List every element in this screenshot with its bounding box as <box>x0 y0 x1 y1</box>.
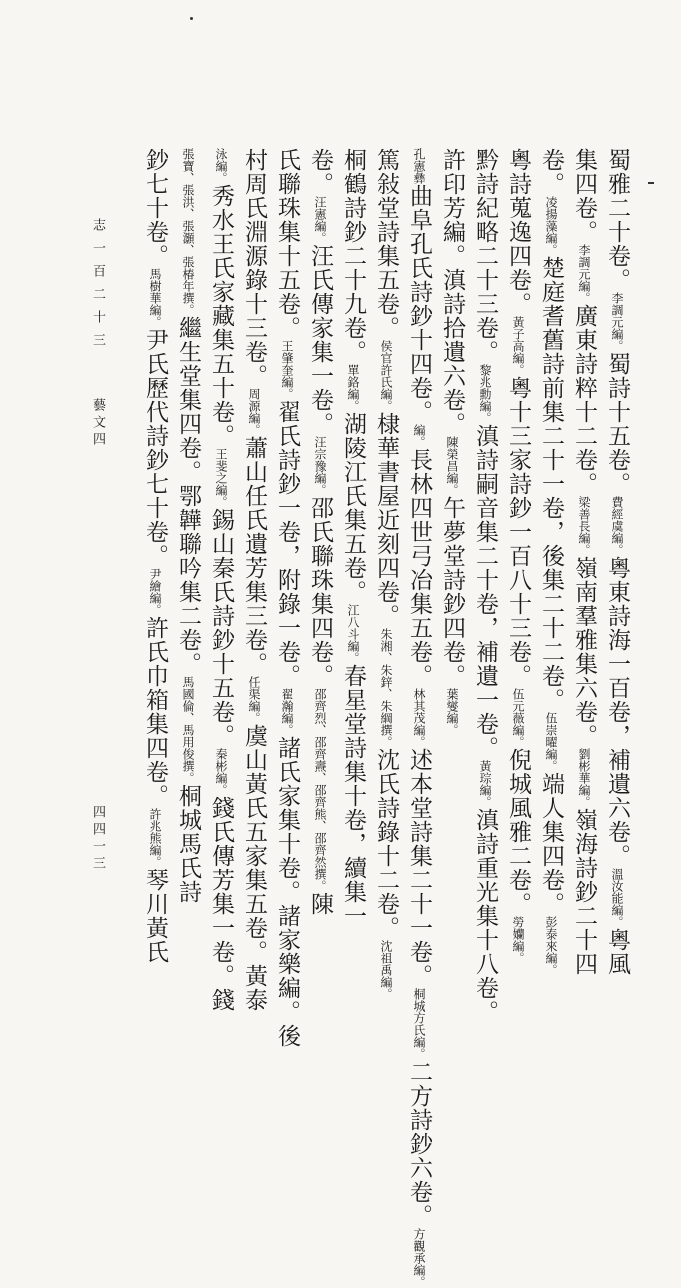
author-note: 單鉻編。 <box>346 364 360 412</box>
text-run: 棣華書屋近刻四卷。 <box>373 412 399 628</box>
author-note: 沈祖禹編。 <box>379 940 393 1000</box>
text-column-7 <box>402 148 436 1288</box>
text-run: 鄂韡聯吟集二卷。 <box>175 484 201 676</box>
author-note: 彭泰來編。 <box>544 916 558 976</box>
running-head: 志一百二十三 <box>90 218 105 356</box>
author-note: 黃子高編。 <box>511 316 525 376</box>
text-column-10 <box>303 148 337 916</box>
text-column-13 <box>204 148 238 1012</box>
text-column-12 <box>237 148 271 1012</box>
author-note: 江八斗編。 <box>346 604 360 664</box>
author-note: 侯官許氏編。 <box>379 340 393 412</box>
author-note: 勞孏編。 <box>511 916 525 964</box>
author-note: 李調元編。 <box>610 292 624 352</box>
text-run: 粵東詩海一百卷，補遺六卷。 <box>604 556 630 868</box>
text-run: 鈔七十卷。 <box>142 148 168 268</box>
author-note: 朱湘、朱鋅、朱綱撰。 <box>379 628 393 748</box>
text-run: 卷。 <box>538 148 564 196</box>
text-column-3 <box>534 148 568 976</box>
text-column-6 <box>435 148 469 736</box>
text-run: 廣東詩粹十二卷。 <box>571 304 597 496</box>
author-note: 伍元薇編。 <box>511 688 525 748</box>
author-note: 周源編。 <box>247 388 261 436</box>
text-run: 諸氏家集十卷。諸家樂編。後 <box>274 736 300 1048</box>
text-column-15 <box>138 148 172 964</box>
author-note: 林其茂編。 <box>412 688 426 748</box>
author-note: 許兆熊編。 <box>148 808 162 868</box>
text-run: 錢 <box>208 988 234 1012</box>
text-run: 琴川黃氏 <box>142 868 168 964</box>
text-run: 滇詩嗣音集二十卷，補遺一卷。 <box>472 424 498 760</box>
text-run: 集四卷。 <box>571 148 597 244</box>
author-note: 王肇奎編。 <box>280 340 294 400</box>
text-run: 許印芳編。 <box>439 148 465 268</box>
text-column-2 <box>567 148 601 976</box>
text-column-8 <box>369 148 403 1000</box>
text-run: 午夢堂詩鈔四卷。 <box>439 496 465 688</box>
text-run: 翟氏詩鈔一卷，附錄一卷。 <box>274 400 300 688</box>
author-note: 陳榮昌編。 <box>445 436 459 496</box>
author-note: 邵齊烈、邵齊燾、邵齊熊、邵齊然撰。 <box>313 688 327 892</box>
text-column-4 <box>501 148 535 964</box>
text-run: 二方詩鈔六卷。 <box>406 1060 432 1228</box>
text-run: 粵十三家詩鈔一百八十三卷。 <box>505 376 531 688</box>
section-name: 藝文四 <box>90 398 105 449</box>
text-run: 桐城馬氏詩 <box>175 784 201 904</box>
text-run: 蜀詩十五卷。 <box>604 352 630 496</box>
text-run: 滇詩拾遺六卷。 <box>439 268 465 436</box>
text-run: 陳 <box>307 892 333 916</box>
text-run: 述本堂詩集二十一卷。 <box>406 748 432 988</box>
text-run: 篤敍堂詩集五卷。 <box>373 148 399 340</box>
author-note: 梁善長編。 <box>577 496 591 556</box>
author-note: 秦彬編。 <box>214 748 228 796</box>
author-note: 桐城方氏編。 <box>412 988 426 1060</box>
text-run: 許氏巾箱集四卷。 <box>142 616 168 808</box>
text-column-5 <box>468 148 502 1024</box>
page-number: 四四一三 <box>90 805 105 873</box>
text-run: 粵風 <box>604 928 630 976</box>
text-run: 滇詩重光集十八卷。 <box>472 808 498 1024</box>
author-note: 孔憲彝 <box>412 148 426 184</box>
text-run: 秀水王氏家藏集五十卷。 <box>208 184 234 448</box>
text-run: 粵詩蒐逸四卷。 <box>505 148 531 316</box>
author-note: 葉燮編。 <box>445 688 459 736</box>
text-run: 嶺南羣雅集六卷。 <box>571 556 597 748</box>
text-run: 村周氏淵源錄十三卷。 <box>241 148 267 388</box>
text-run: 虞山黃氏五家集五卷。黃泰 <box>241 724 267 1012</box>
text-column-11 <box>270 148 304 1048</box>
author-note: 劉彬華編。 <box>577 748 591 808</box>
text-run: 錢氏傳芳集一卷。 <box>208 796 234 988</box>
author-note: 尹繪編。 <box>148 568 162 616</box>
author-note: 汪宗豫編。 <box>313 436 327 496</box>
text-run: 黔詩紀略二十三卷。 <box>472 148 498 364</box>
author-note: 黎兆勳編。 <box>478 364 492 424</box>
author-note: 伍崇曜編。 <box>544 712 558 772</box>
text-run: 倪城風雅二卷。 <box>505 748 531 916</box>
author-note: 凌揚藻編。 <box>544 196 558 256</box>
text-run: 繼生堂集四卷。 <box>175 316 201 484</box>
text-run: 邵氏聯珠集四卷。 <box>307 496 333 688</box>
text-run: 蕭山任氏遺芳集三卷。 <box>241 436 267 676</box>
author-note: 馬樹華編。 <box>148 268 162 328</box>
text-run: 沈氏詩錄十二卷。 <box>373 748 399 940</box>
ink-speck <box>190 17 193 20</box>
author-note: 方觀承編。 <box>412 1228 426 1288</box>
text-column-9 <box>336 148 370 928</box>
author-note: 溫汝能編。 <box>610 868 624 928</box>
text-run: 尹氏歷代詩鈔七十卷。 <box>142 328 168 568</box>
text-run: 卷。 <box>307 148 333 196</box>
author-note: 馬國倫、馬用俊撰。 <box>181 676 195 784</box>
text-run: 錫山秦氏詩鈔十五卷。 <box>208 508 234 748</box>
text-column-14 <box>171 148 205 904</box>
text-run: 端人集四卷。 <box>538 772 564 916</box>
text-run: 蜀雅二十卷。 <box>604 148 630 292</box>
text-run: 長林四世弓冶集五卷。 <box>406 448 432 688</box>
text-column-1 <box>600 148 634 976</box>
ink-speck <box>648 182 654 184</box>
author-note: 任渠編。 <box>247 676 261 724</box>
author-note: 翟瀚編。 <box>280 688 294 736</box>
text-run: 春星堂詩集十卷，續集一 <box>340 664 366 928</box>
author-note: 黃琮編。 <box>478 760 492 808</box>
text-run: 汪氏傳家集一卷。 <box>307 244 333 436</box>
author-note: 編。 <box>412 424 426 448</box>
text-run: 嶺海詩鈔二十四 <box>571 808 597 976</box>
author-note: 泳編。 <box>214 148 228 184</box>
author-note: 李調元編。 <box>577 244 591 304</box>
author-note: 王斐之編。 <box>214 448 228 508</box>
text-run: 桐鶴詩鈔二十九卷。 <box>340 148 366 364</box>
author-note: 費經虞編。 <box>610 496 624 556</box>
author-note: 張寶、張洪、張灝、張椿年撰。 <box>181 148 195 316</box>
text-run: 楚庭耆舊詩前集二十一卷，後集二十二卷。 <box>538 256 564 712</box>
text-run: 湖陵江氏集五卷。 <box>340 412 366 604</box>
author-note: 汪憲編。 <box>313 196 327 244</box>
text-run: 氏聯珠集十五卷。 <box>274 148 300 340</box>
text-run: 曲阜孔氏詩鈔十四卷。 <box>406 184 432 424</box>
